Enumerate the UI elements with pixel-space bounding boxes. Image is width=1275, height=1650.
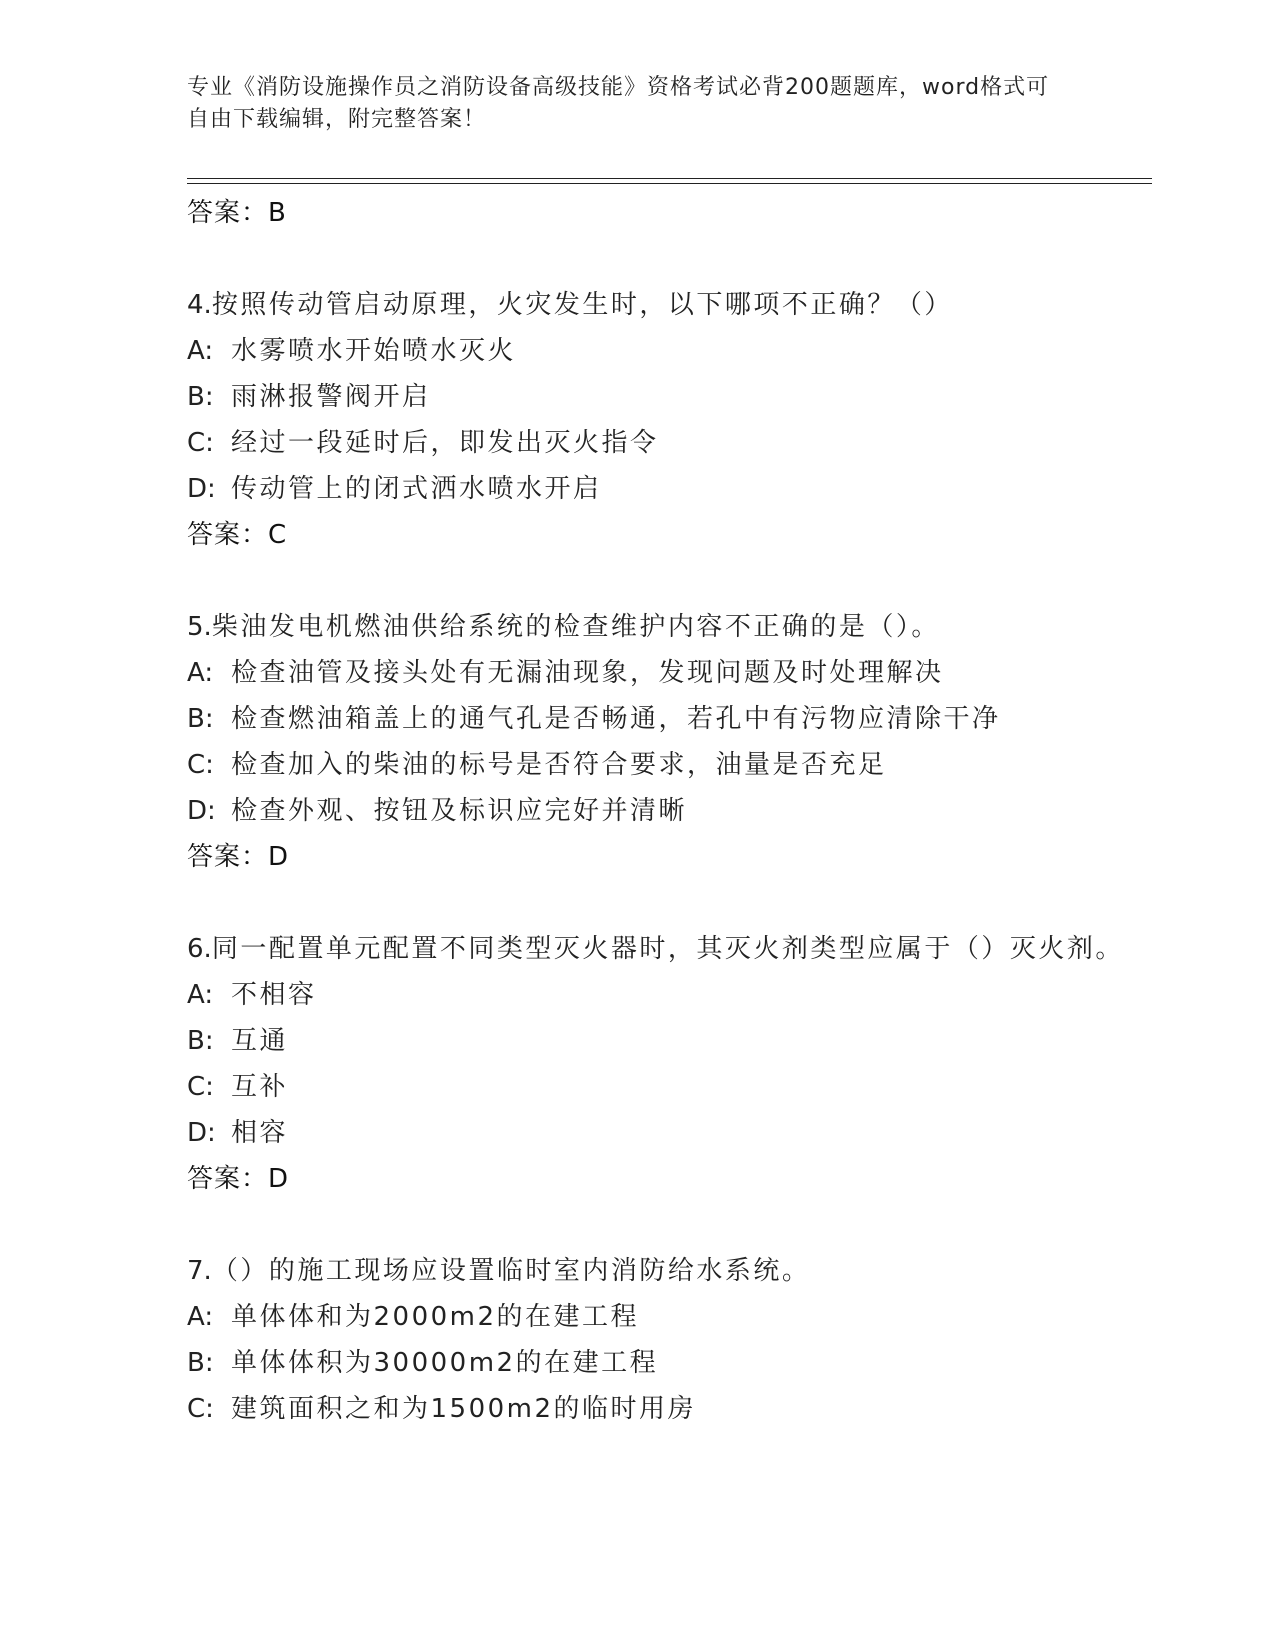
option-text: 检查加入的柴油的标号是否符合要求，油量是否充足 [231, 750, 887, 780]
header-rule-bottom [187, 183, 1152, 184]
option-letter: D: [187, 796, 216, 826]
question-text: （）的施工现场应设置临时室内消防给水系统。 [211, 1256, 811, 1286]
option-letter: D: [187, 1118, 216, 1148]
option-text: 经过一段延时后，即发出灭火指令 [231, 428, 659, 458]
option-text: 单体体积为30000m2的在建工程 [231, 1348, 659, 1378]
answer-line [187, 190, 1152, 236]
header-rule-top [187, 178, 1152, 179]
spacer [187, 1202, 1152, 1248]
option-b [187, 1340, 1152, 1386]
option-b [187, 374, 1152, 420]
option-d [187, 1110, 1152, 1156]
option-letter: B: [187, 382, 214, 412]
option-letter: B: [187, 1026, 214, 1056]
question-6 [187, 926, 1152, 972]
option-letter: A: [187, 980, 214, 1010]
answer-value: D [268, 842, 290, 872]
answer-value: B [268, 198, 287, 228]
option-letter: D: [187, 474, 216, 504]
option-d [187, 466, 1152, 512]
option-text: 检查燃油箱盖上的通气孔是否畅通，若孔中有污物应清除干净 [231, 704, 1001, 734]
answer-line [187, 512, 1152, 558]
spacer [187, 558, 1152, 604]
document-header-title: 专业《消防设施操作员之消防设备高级技能》资格考试必背200题题库，word格式可自由下载编辑，附完整答案！ [187, 75, 1050, 132]
option-c [187, 742, 1152, 788]
question-number: 6. [187, 934, 212, 964]
question-number: 5. [187, 612, 212, 642]
answer-value: C [268, 520, 288, 550]
option-letter: B: [187, 704, 214, 734]
option-d [187, 788, 1152, 834]
question-7 [187, 1248, 1152, 1294]
question-number: 7. [187, 1256, 212, 1286]
option-text: 检查外观、按钮及标识应完好并清晰 [231, 796, 688, 826]
answer-line [187, 1156, 1152, 1202]
question-number: 4. [187, 290, 212, 320]
question-4 [187, 282, 1152, 328]
option-a [187, 972, 1152, 1018]
option-text: 互通 [231, 1026, 289, 1056]
option-text: 互补 [231, 1072, 289, 1102]
option-letter: A: [187, 658, 214, 688]
option-letter: A: [187, 336, 214, 366]
option-text: 建筑面积之和为1500m2的临时用房 [231, 1394, 697, 1424]
option-c [187, 1064, 1152, 1110]
option-letter: C: [187, 1072, 214, 1102]
option-b [187, 696, 1152, 742]
answer-label: 答案： [187, 1164, 269, 1194]
option-text: 传动管上的闭式洒水喷水开启 [231, 474, 602, 504]
spacer [187, 236, 1152, 282]
spacer [187, 880, 1152, 926]
option-letter: C: [187, 750, 214, 780]
option-text: 不相容 [231, 980, 317, 1010]
option-letter: C: [187, 428, 214, 458]
option-text: 单体体和为2000m2的在建工程 [231, 1302, 640, 1332]
option-letter: B: [187, 1348, 214, 1378]
option-c [187, 420, 1152, 466]
answer-line [187, 834, 1152, 880]
option-text: 检查油管及接头处有无漏油现象，发现问题及时处理解决 [231, 658, 944, 688]
answer-label: 答案： [187, 842, 269, 872]
option-c [187, 1386, 1152, 1432]
option-letter: A: [187, 1302, 214, 1332]
question-text: 按照传动管启动原理，火灾发生时，以下哪项不正确？（） [211, 290, 953, 320]
option-text: 雨淋报警阀开启 [231, 382, 431, 412]
option-a [187, 1294, 1152, 1340]
answer-value: D [268, 1164, 290, 1194]
question-text: 同一配置单元配置不同类型灭火器时，其灭火剂类型应属于（）灭火剂。 [211, 934, 1124, 964]
question-5 [187, 604, 1152, 650]
option-letter: C: [187, 1394, 214, 1424]
answer-label: 答案： [187, 198, 269, 228]
question-text: 柴油发电机燃油供给系统的检查维护内容不正确的是（）。 [211, 612, 940, 642]
option-b [187, 1018, 1152, 1064]
option-text: 水雾喷水开始喷水灭火 [231, 336, 517, 366]
option-a [187, 328, 1152, 374]
option-a [187, 650, 1152, 696]
document-content [187, 190, 1152, 1432]
option-text: 相容 [231, 1118, 289, 1148]
answer-label: 答案： [187, 520, 269, 550]
